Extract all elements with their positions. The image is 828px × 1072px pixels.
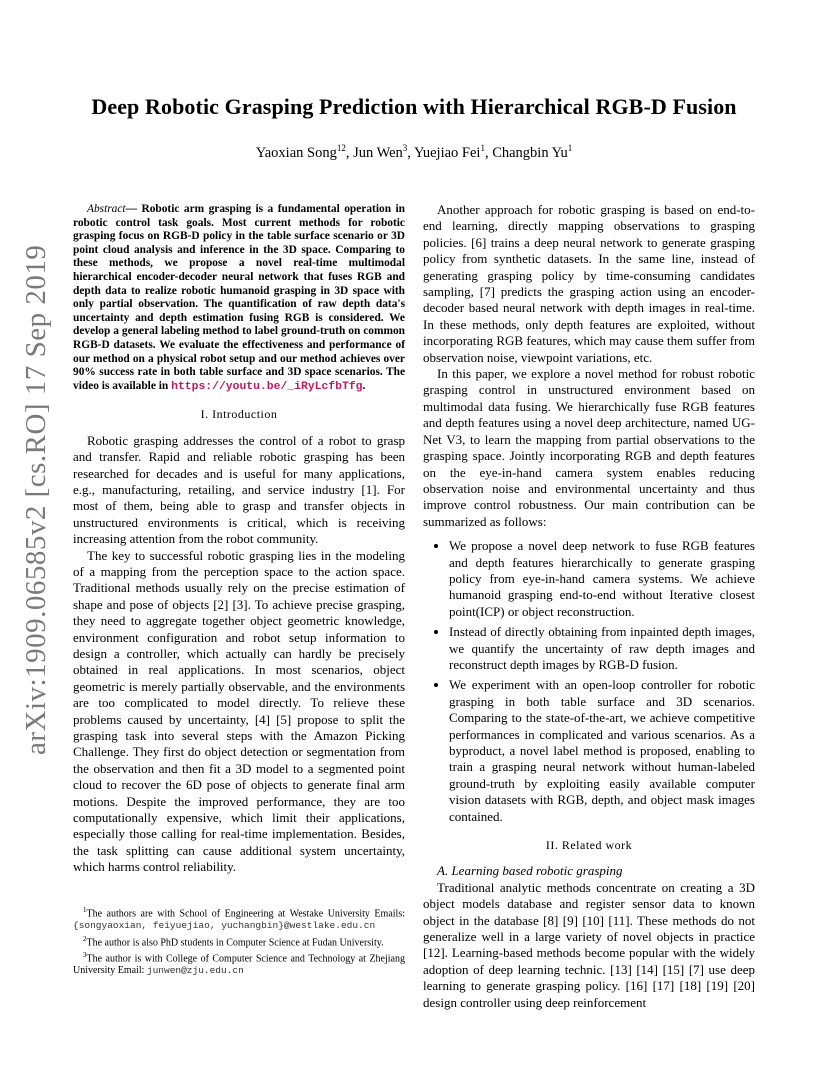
footnotes bbox=[73, 905, 405, 979]
paper-title: Deep Robotic Grasping Prediction with Hierarchical RGB-D Fusion bbox=[91, 94, 737, 119]
contribution-item-1: • We propose a novel deep network to fuse RGB features and depth features hierarchically to generate grasping policy from eye-in-hand camera systems. We achieve humanoid grasping end-to-end without Iterative closest point(ICP) or object reconstruction. bbox=[449, 538, 755, 620]
footnote-1: $^1$The authors are with School of Engineering at Westake University Emails: {songyaoxian, feiyuejiao, yuchangbin}@westlake.edu.cn bbox=[73, 906, 405, 931]
section-heading-related-work: II. Related work bbox=[545, 838, 633, 853]
author-list: Yaoxian Song$^{12}$, Jun Wen$^3$, Yuejiao Fei$^1$, Changbin Yu$^1$ bbox=[255, 143, 573, 161]
intro-paragraph-1: Robotic grasping addresses the control of a robot to grasp and transfer. Rapid and reliable robotic grasping has been researched for decades and is useful for many applications, e.g., manufacturing, retailing, and service industry [1]. For most of them, being able to grasp and transfer objects in unstructured environments is critical, which is receiving increasing attention from the robot community. bbox=[73, 432, 405, 547]
section-heading-introduction: I. Introduction bbox=[200, 407, 278, 422]
contribution-list bbox=[423, 538, 755, 825]
author-3: Yuejiao Fei$^1$ bbox=[414, 143, 485, 161]
left-column bbox=[73, 203, 405, 876]
contribution-item-2: • Instead of directly obtaining from inpainted depth images, we quantify the uncertainty of raw depth images and reconstruct depth images by RGB-D fusion. bbox=[449, 624, 755, 673]
subsection-heading-learning: A. Learning based robotic grasping bbox=[437, 863, 623, 879]
footnote-2: $^2$The author is also PhD students in Computer Science at Fudan University. bbox=[83, 934, 384, 948]
video-link[interactable]: https://youtu.be/_iRyLcfbTfg bbox=[171, 380, 363, 393]
intro-paragraph-2: The key to successful robotic grasping lies in the modeling of a mapping from the perception space to the action space. Traditional methods usually rely on the precise estimation of shape and pose of objects [2] [3]. To achieve precise grasping, they need to aggregate together object geometric knowledge, environment configuration and robot setup information to design a controller, which actually can hardly be precisely obtained in real applications. In most scenarios, object geometric is merely partially observable, and the environments are too complicated to model directly. To relieve these problems caused by uncertainty, [4] [5] propose to split the grasping task into several steps with the Amazon Picking Challenge. They first do object detection or segmentation from the observation and then fit a 3D model to a segmented point cloud to recover the 6D pose of objects to generate final arm motions. Despite the improved performance, they are too computationally expensive, which limit their applications, especially those calling for real-time implementation. Besides, the task splitting can cause additional system uncertainty, which harms control reliability. bbox=[73, 547, 405, 875]
abstract: Abstract— Robotic arm grasping is a fundamental operation in robotic control task goals. Most current methods for robotic grasping focus on RGB-D policy in the table surface scenario or 3D point cloud analysis and inference in the 3D space. Comparing to these methods, we propose a novel real-time multimodal hierarchical encoder-decoder neural network that fuses RGB and depth data to realize robotic humanoid grasping in 3D space with only partial observation. The quantification of raw depth data's uncertainty and depth estimation fusing RGB is considered. We develop a general labeling method to label ground-truth on common RGB-D datasets. We evaluate the effectiveness and performance of our method on a physical robot setup and our method achieves over 90% success rate in both table surface and 3D space scenarios. The video is available in https://youtu.be/_iRyLcfbTfg. bbox=[73, 203, 405, 393]
author-2: Jun Wen$^3$ bbox=[353, 143, 408, 161]
author-4: Changbin Yu$^1$ bbox=[492, 143, 573, 161]
contribution-item-3: • We experiment with an open-loop controller for robotic grasping in both table surface and 3D scenarios. Comparing to the state-of-the-art, we achieve competitive performances in complicated and various scenarios. As a byproduct, a novel label method is proposed, enabling to train a grasping neural network without human-labeled ground-truth by exploiting easily available computer vision datasets with RGB, depth, and object mask images contained. bbox=[449, 677, 755, 825]
body-paragraph-this-paper: In this paper, we explore a novel method for robust robotic grasping control in unstructured environment based on multimodal data fusing. We hierarchically fuse RGB features and depth features using a novel deep architecture, named UG-Net V3, to learn the mapping from partial observations to the grasping space. Jointly incorporating RGB and depth features on the eye-in-hand camera system enables reducing observation noise and environmental uncertainty and thus improve control robustness. Our main contribution can be summarized as follows: bbox=[423, 366, 755, 529]
author-1: Yaoxian Song$^{12}$ bbox=[255, 143, 346, 161]
footnote-3: $^3$The author is with College of Computer Science and Technology at Zhejiang University Email: junwen@zju.edu.cn bbox=[73, 951, 405, 977]
arxiv-watermark: arXiv:1909.06585v2 [cs.RO] 17 Sep 2019 bbox=[20, 244, 52, 755]
right-column bbox=[423, 202, 755, 1011]
body-paragraph-end-to-end: Another approach for robotic grasping is based on end-to-end learning, directly mapping observations to grasping policies. [6] trains a deep neural network to generate grasping policy from synthetic datasets. In the same line, instead of generating grasping policy by time-consuming candidates sampling, [7] predicts the grasping action using an encoder-decoder based neural network with depth images in real-time. In these methods, only depth features are exploited, without incorporating RGB features, which may cause them suffer from observation noise, viewpoint variations, etc. bbox=[423, 202, 755, 365]
body-paragraph-related: Traditional analytic methods concentrate on creating a 3D object models database and register sensor data to known object in the database [8] [9] [10] [11]. These methods do not generalize well in a large variety of novel objects in practice [12]. Learning-based methods become popular with the widely adoption of deep learning technic. [13] [14] [15] [7] use deep learning to generate grasping policy. [16] [17] [18] [19] [20] design controller using deep reinforcement bbox=[423, 879, 755, 1010]
abstract-label: Abstract bbox=[87, 203, 126, 215]
